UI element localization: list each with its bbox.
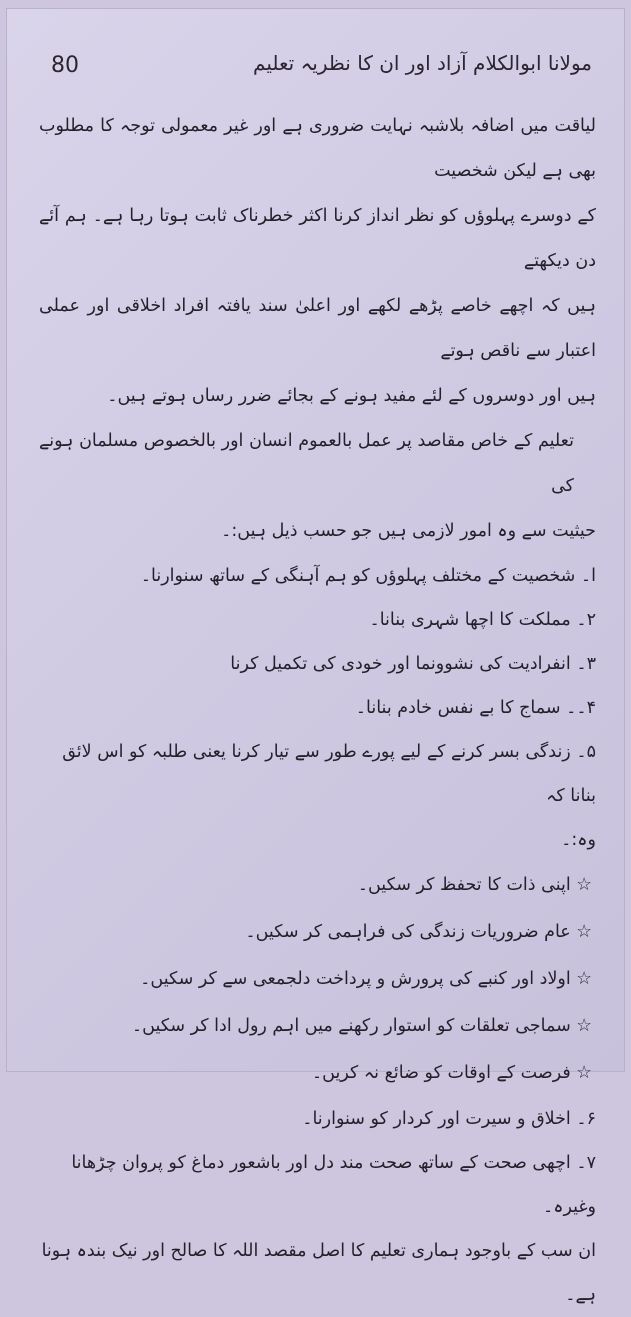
numbered-item: ا۔ شخصیت کے مختلف پہلوؤں کو ہم آہنگی کے ساتھ سنوارنا۔ [140, 566, 596, 586]
numbered-item: ۵۔ زندگی بسر کرنے کے لیے پورے طور سے تیار کرنا یعنی طلبہ کو اس لائق بنانا کہ [62, 742, 596, 806]
numbered-item: ۴۔۔ سماج کا بے نفس خادم بنانا۔ [355, 698, 596, 718]
closing-item: ۶۔ اخلاق و سیرت اور کردار کو سنوارنا۔ [302, 1109, 596, 1129]
intro-line: کے دوسرے پہلوؤں کو نظر انداز کرنا اکثر خطرناک ثابت ہوتا رہا ہے۔ ہم آئے دن دیکھتے [39, 206, 596, 271]
intro-line: ہیں اور دوسروں کے لئے مفید ہونے کے بجائے ضرر رساں ہوتے ہیں۔ [107, 386, 596, 406]
intro-line: لیاقت میں اضافہ بلاشبہ نہایت ضروری ہے اور غیر معمولی توجہ کا مطلوب بھی ہے لیکن شخصیت [39, 116, 596, 181]
numbered-item: ۲۔ مملکت کا اچھا شہری بنانا۔ [369, 610, 596, 630]
closing-item: ۷۔ اچھی صحت کے ساتھ صحت مند دل اور باشعور دماغ کو پروان چڑھانا وغیرہ۔ [71, 1153, 596, 1217]
page-header [37, 49, 596, 89]
book-page [6, 8, 625, 1305]
star-item: ☆ اپنی ذات کا تحفظ کر سکیں۔ [357, 875, 592, 895]
second-para-line: تعلیم کے خاص مقاصد پر عمل بالعموم انسان اور بالخصوص مسلمان ہونے کی [39, 431, 574, 496]
body-text [39, 104, 596, 1317]
page-number: 80 [51, 53, 79, 78]
intro-line: ہیں کہ اچھے خاصے پڑھے لکھے اور اعلیٰ سند یافتہ افراد اخلاقی اور عملی اعتبار سے ناقص ہوتے [39, 296, 596, 361]
second-para-line: حیثیت سے وہ امور لازمی ہیں جو حسب ذیل ہیں:۔ [221, 521, 596, 541]
numbered-item: ۳۔ انفرادیت کی نشوونما اور خودی کی تکمیل کرنا [230, 654, 596, 674]
star-item: ☆ سماجی تعلقات کو استوار رکھنے میں اہم رول ادا کر سکیں۔ [131, 1016, 592, 1036]
star-item: ☆ اولاد اور کنبے کی پرورش و پرداخت دلجمعی سے کر سکیں۔ [140, 969, 592, 989]
closing-item: ان سب کے باوجود ہماری تعلیم کا اصل مقصد اللہ کا صالح اور نیک بندہ ہونا ہے۔ [41, 1241, 596, 1305]
numbered-item: وہ:۔ [561, 830, 596, 850]
star-item: ☆ عام ضروریات زندگی کی فراہمی کر سکیں۔ [245, 922, 592, 942]
running-title: مولانا ابوالکلام آزاد اور ان کا نظریہ تعلیم [253, 51, 592, 75]
star-item: ☆ فرصت کے اوقات کو ضائع نہ کریں۔ [311, 1063, 592, 1083]
